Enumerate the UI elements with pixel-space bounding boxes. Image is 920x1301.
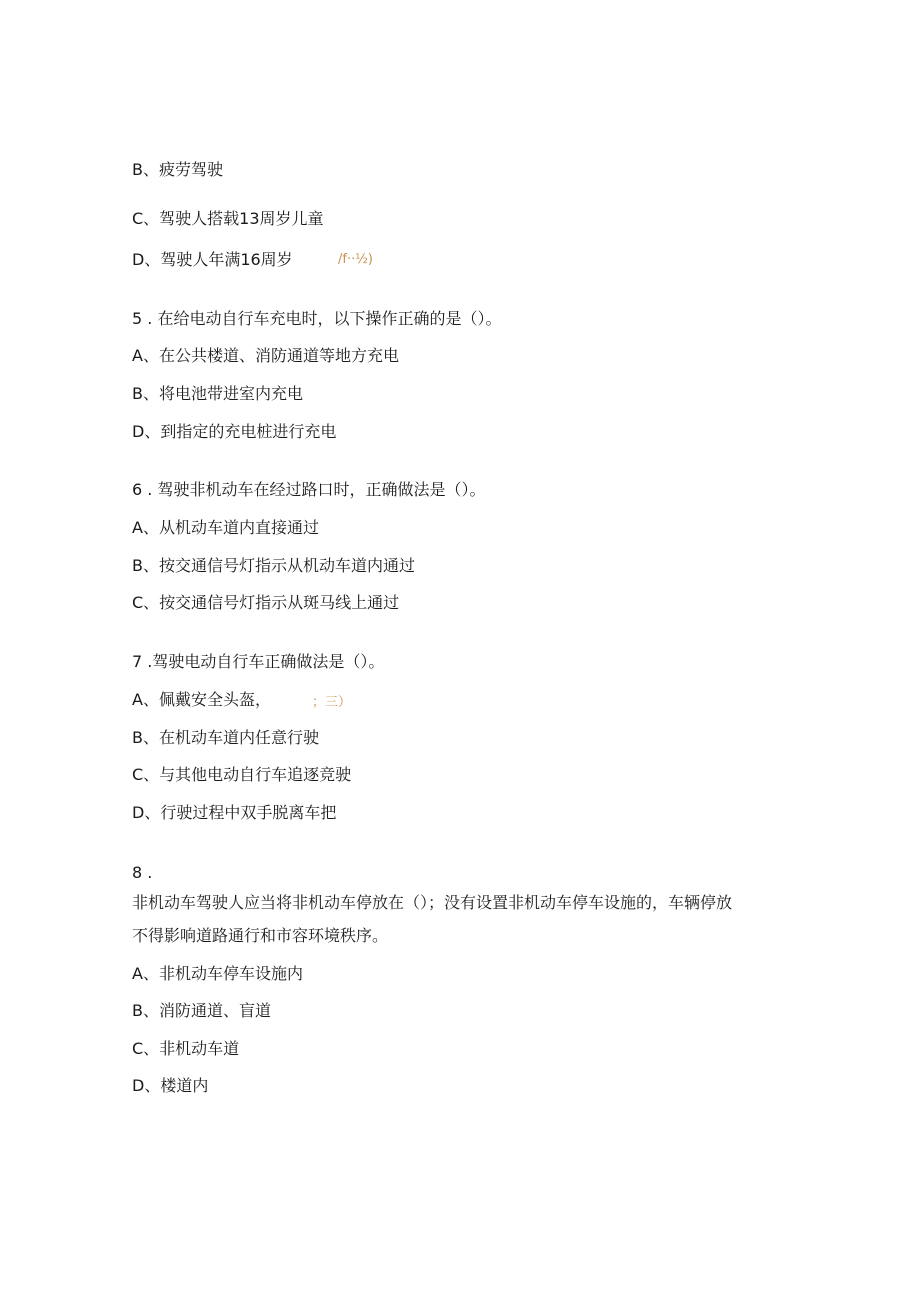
q4-option-c: C、驾驶人搭载13周岁儿童 xyxy=(132,209,324,228)
q8-option-a: A、非机动车停车设施内 xyxy=(132,964,303,983)
q8-question-line1: 非机动车驾驶人应当将非机动车停放在（）；没有设置非机动车停车设施的，车辆停放 xyxy=(132,893,733,912)
q7-option-b: B、在机动车道内任意行驶 xyxy=(132,728,319,747)
q8-number: 8 . xyxy=(132,863,153,882)
q6-option-b: B、按交通信号灯指示从机动车道内通过 xyxy=(132,556,415,575)
q5-option-b: B、将电池带进室内充电 xyxy=(132,384,303,403)
q4-option-d: D、驾驶人年满16周岁 xyxy=(132,250,293,269)
handwritten-annotation: ；三） xyxy=(312,695,352,710)
q8-option-d: D、楼道内 xyxy=(132,1076,209,1095)
q8-option-b: B、消防通道、盲道 xyxy=(132,1001,271,1020)
q5-option-a: A、在公共楼道、消防通道等地方充电 xyxy=(132,346,399,365)
q6-option-c: C、按交通信号灯指示从斑马线上通过 xyxy=(132,593,400,612)
q5-question: 5 . 在给电动自行车充电时，以下操作正确的是（）。 xyxy=(132,309,502,328)
q8-option-c: C、非机动车道 xyxy=(132,1039,240,1058)
q6-question: 6 . 驾驶非机动车在经过路口时，正确做法是（）。 xyxy=(132,480,486,499)
handwritten-annotation: /f··½) xyxy=(338,252,373,267)
q7-question: 7 .驾驶电动自行车正确做法是（）。 xyxy=(132,652,385,671)
q8-question-line2: 不得影响道路通行和市容环境秩序。 xyxy=(132,926,389,945)
q6-option-a: A、从机动车道内直接通过 xyxy=(132,518,319,537)
q7-option-d: D、行驶过程中双手脱离车把 xyxy=(132,803,337,822)
q5-option-d: D、到指定的充电桩进行充电 xyxy=(132,422,337,441)
q4-option-b: B、疲劳驾驶 xyxy=(132,160,223,179)
q7-option-c: C、与其他电动自行车追逐竞驶 xyxy=(132,765,352,784)
q7-option-a: A、佩戴安全头盔， xyxy=(132,690,271,709)
